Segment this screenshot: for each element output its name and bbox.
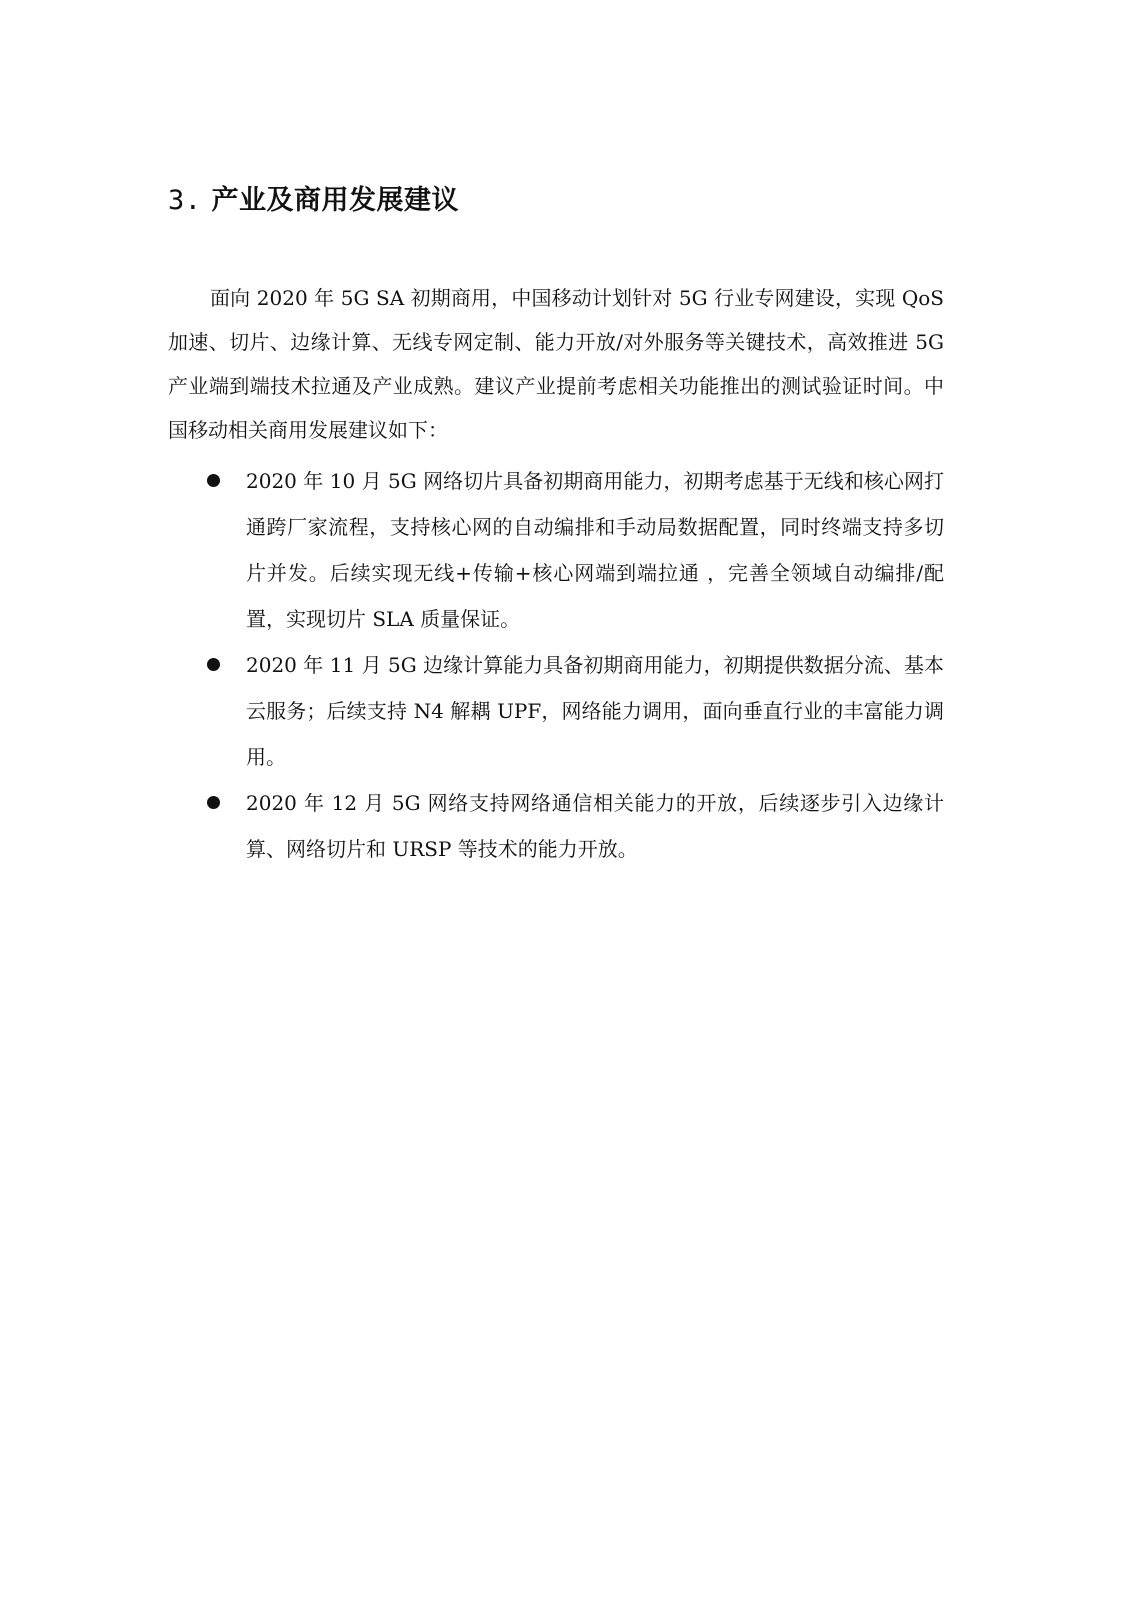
bullet-icon — [207, 658, 220, 671]
list-item-text: 2020 年 11 月 5G 边缘计算能力具备初期商用能力，初期提供数据分流、基本云服务；后续支持 N4 解耦 UPF，网络能力调用，面向垂直行业的丰富能力调用。 — [246, 653, 944, 769]
section-title: 产业及商用发展建议 — [211, 185, 460, 216]
section-heading — [168, 183, 459, 219]
section-number: 3. — [168, 185, 202, 216]
bullet-icon — [207, 474, 220, 487]
list-item — [168, 642, 944, 780]
list-item — [168, 458, 944, 642]
list-item-text: 2020 年 10 月 5G 网络切片具备初期商用能力，初期考虑基于无线和核心网打通跨厂家流程，支持核心网的自动编排和手动局数据配置，同时终端支持多切片并发。后续实现无线+传输+核心网端到端拉通 ，完善全领域自动编排/配置，实现切片 SLA 质量保证。 — [246, 469, 944, 631]
intro-paragraph: 面向 2020 年 5G SA 初期商用，中国移动计划针对 5G 行业专网建设，实现 QoS 加速、切片、边缘计算、无线专网定制、能力开放/对外服务等关键技术，高效推进 5G 产业端到端技术拉通及产业成熟。建议产业提前考虑相关功能推出的测试验证时间。中国移动相关商用发展建议如下： — [168, 286, 944, 442]
bullet-icon — [207, 796, 220, 809]
recommendation-list — [168, 458, 944, 872]
list-item — [168, 780, 944, 872]
list-item-text: 2020 年 12 月 5G 网络支持网络通信相关能力的开放，后续逐步引入边缘计算、网络切片和 URSP 等技术的能力开放。 — [246, 791, 944, 861]
